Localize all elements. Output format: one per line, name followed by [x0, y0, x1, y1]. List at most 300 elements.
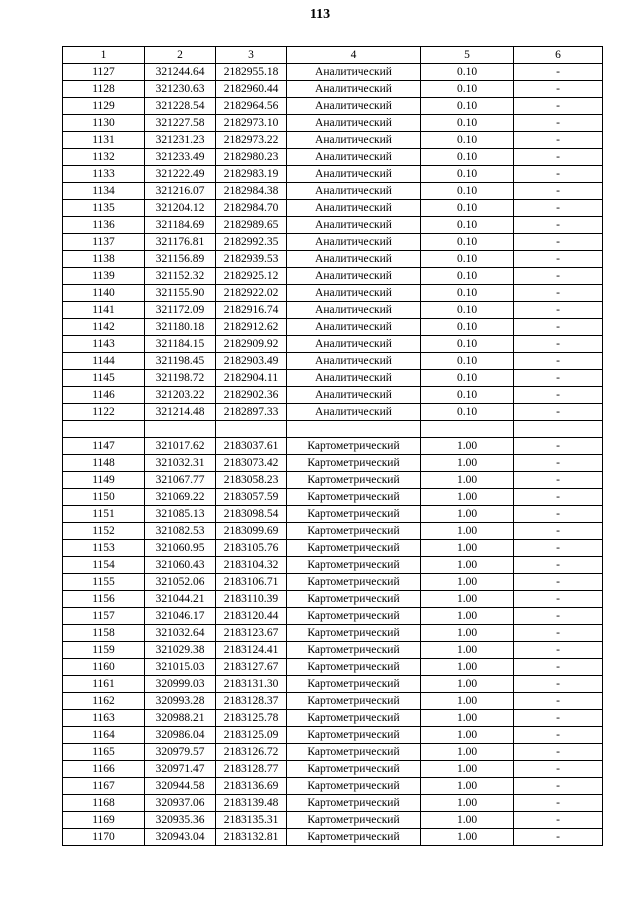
table-cell: Картометрический: [287, 438, 421, 455]
table-cell: 2182973.10: [216, 115, 287, 132]
table-row: [63, 591, 603, 608]
table-cell: 1149: [63, 472, 145, 489]
table-cell: 0.10: [421, 319, 514, 336]
table-cell: Аналитический: [287, 81, 421, 98]
table-cell: Картометрический: [287, 523, 421, 540]
table-cell: 2183098.54: [216, 506, 287, 523]
table-cell: 1131: [63, 132, 145, 149]
table-cell: 1133: [63, 166, 145, 183]
table-cell: 1156: [63, 591, 145, 608]
table-cell: 1169: [63, 812, 145, 829]
table-cell: 321204.12: [145, 200, 216, 217]
table-cell: Аналитический: [287, 217, 421, 234]
column-header: 1: [63, 47, 145, 64]
table-cell: 2182925.12: [216, 268, 287, 285]
table-cell: 1.00: [421, 710, 514, 727]
table-cell: 1.00: [421, 438, 514, 455]
table-cell: 2183124.41: [216, 642, 287, 659]
table-cell: -: [514, 251, 603, 268]
table-cell: 320935.36: [145, 812, 216, 829]
table-cell: 1139: [63, 268, 145, 285]
table-cell: -: [514, 727, 603, 744]
table-cell: -: [514, 81, 603, 98]
column-header: 4: [287, 47, 421, 64]
table-cell: -: [514, 710, 603, 727]
table-cell: 320993.28: [145, 693, 216, 710]
table-cell: 321227.58: [145, 115, 216, 132]
table-cell: 321214.48: [145, 404, 216, 421]
table-cell: Аналитический: [287, 353, 421, 370]
table-cell: 2183037.61: [216, 438, 287, 455]
table-cell: 1142: [63, 319, 145, 336]
table-cell: -: [514, 387, 603, 404]
table-cell: Картометрический: [287, 455, 421, 472]
table-cell: -: [514, 183, 603, 200]
table-cell: 0.10: [421, 183, 514, 200]
table-cell: 2183131.30: [216, 676, 287, 693]
column-header: 3: [216, 47, 287, 64]
table-row: [63, 693, 603, 710]
table-cell: 1164: [63, 727, 145, 744]
table-cell: -: [514, 149, 603, 166]
table-row: [63, 744, 603, 761]
table-cell: 321176.81: [145, 234, 216, 251]
table-cell: -: [514, 812, 603, 829]
table-cell: 321052.06: [145, 574, 216, 591]
table-cell: Аналитический: [287, 98, 421, 115]
table-row: [63, 489, 603, 506]
table-cell: 1150: [63, 489, 145, 506]
table-cell: [421, 421, 514, 438]
table-cell: 2182903.49: [216, 353, 287, 370]
table-cell: 321228.54: [145, 98, 216, 115]
table-cell: 1134: [63, 183, 145, 200]
table-cell: -: [514, 336, 603, 353]
table-cell: 1.00: [421, 761, 514, 778]
table-cell: Аналитический: [287, 404, 421, 421]
table-cell: 321198.45: [145, 353, 216, 370]
table-cell: 1.00: [421, 659, 514, 676]
table-cell: 1.00: [421, 625, 514, 642]
table-cell: -: [514, 693, 603, 710]
table-cell: 1.00: [421, 540, 514, 557]
table-cell: -: [514, 574, 603, 591]
table-cell: 2182955.18: [216, 64, 287, 81]
table-cell: Картометрический: [287, 778, 421, 795]
table-cell: 1143: [63, 336, 145, 353]
table-row: [63, 676, 603, 693]
table-cell: 2183073.42: [216, 455, 287, 472]
table-cell: 1.00: [421, 523, 514, 540]
table-cell: 2183105.76: [216, 540, 287, 557]
table-cell: 321082.53: [145, 523, 216, 540]
table-cell: 2182992.35: [216, 234, 287, 251]
table-cell: 321067.77: [145, 472, 216, 489]
table-cell: -: [514, 404, 603, 421]
table-row: [63, 540, 603, 557]
table-cell: -: [514, 744, 603, 761]
table-cell: Аналитический: [287, 183, 421, 200]
table-row: [63, 523, 603, 540]
table-cell: Аналитический: [287, 370, 421, 387]
table-cell: 320979.57: [145, 744, 216, 761]
table-cell: 321244.64: [145, 64, 216, 81]
table-cell: 321156.89: [145, 251, 216, 268]
table-cell: 1127: [63, 64, 145, 81]
table-cell: Картометрический: [287, 693, 421, 710]
table-cell: 1144: [63, 353, 145, 370]
table-cell: 321032.31: [145, 455, 216, 472]
table-row: [63, 574, 603, 591]
table-cell: 2183099.69: [216, 523, 287, 540]
table-cell: 2182904.11: [216, 370, 287, 387]
table-row: [63, 268, 603, 285]
table-cell: 321184.69: [145, 217, 216, 234]
table-cell: 0.10: [421, 336, 514, 353]
table-cell: Аналитический: [287, 268, 421, 285]
column-header: 5: [421, 47, 514, 64]
table-spacer-row: [63, 421, 603, 438]
table-cell: -: [514, 302, 603, 319]
table-cell: -: [514, 285, 603, 302]
table-cell: -: [514, 761, 603, 778]
table-cell: 2183126.72: [216, 744, 287, 761]
table-row: [63, 404, 603, 421]
table-cell: Аналитический: [287, 251, 421, 268]
table-cell: 0.10: [421, 370, 514, 387]
table-cell: Картометрический: [287, 557, 421, 574]
table-row: [63, 761, 603, 778]
table-cell: 321180.18: [145, 319, 216, 336]
table-cell: Аналитический: [287, 64, 421, 81]
table-cell: -: [514, 472, 603, 489]
table-cell: 0.10: [421, 302, 514, 319]
table-cell: 321032.64: [145, 625, 216, 642]
table-row: [63, 166, 603, 183]
table-cell: 1.00: [421, 795, 514, 812]
table-cell: 2183125.09: [216, 727, 287, 744]
table-cell: -: [514, 217, 603, 234]
table-cell: Картометрический: [287, 625, 421, 642]
table-cell: 1148: [63, 455, 145, 472]
table-cell: [287, 421, 421, 438]
table-cell: 2183125.78: [216, 710, 287, 727]
table-cell: Аналитический: [287, 234, 421, 251]
table-cell: 0.10: [421, 285, 514, 302]
table-row: [63, 149, 603, 166]
table-cell: -: [514, 132, 603, 149]
table-cell: 0.10: [421, 81, 514, 98]
table-row: [63, 217, 603, 234]
table-cell: 1160: [63, 659, 145, 676]
table-cell: 321015.03: [145, 659, 216, 676]
table-cell: -: [514, 659, 603, 676]
table-row: [63, 64, 603, 81]
table-row: [63, 608, 603, 625]
table-cell: 1141: [63, 302, 145, 319]
table-cell: 2182984.38: [216, 183, 287, 200]
table-cell: 0.10: [421, 166, 514, 183]
table-cell: 0.10: [421, 98, 514, 115]
table-row: [63, 98, 603, 115]
table-cell: 321184.15: [145, 336, 216, 353]
table-cell: 2182912.62: [216, 319, 287, 336]
table-cell: 0.10: [421, 149, 514, 166]
table-cell: 2183104.32: [216, 557, 287, 574]
table-cell: 1.00: [421, 727, 514, 744]
table-cell: 1145: [63, 370, 145, 387]
table-cell: 321155.90: [145, 285, 216, 302]
table-cell: 2183135.31: [216, 812, 287, 829]
table-cell: 1138: [63, 251, 145, 268]
table-cell: Аналитический: [287, 115, 421, 132]
table-cell: 1153: [63, 540, 145, 557]
page-number: 113: [309, 7, 331, 22]
table-cell: 321060.95: [145, 540, 216, 557]
table-cell: 320971.47: [145, 761, 216, 778]
table-cell: 0.10: [421, 268, 514, 285]
table-cell: 2183128.37: [216, 693, 287, 710]
table-cell: 321044.21: [145, 591, 216, 608]
table-cell: 1166: [63, 761, 145, 778]
table-cell: 1130: [63, 115, 145, 132]
table-cell: 1.00: [421, 574, 514, 591]
table-cell: 1136: [63, 217, 145, 234]
table-row: [63, 370, 603, 387]
table-cell: Аналитический: [287, 302, 421, 319]
table-cell: 2182916.74: [216, 302, 287, 319]
table-row: [63, 557, 603, 574]
table-cell: -: [514, 455, 603, 472]
table-row: [63, 438, 603, 455]
table-cell: 0.10: [421, 404, 514, 421]
table-row: [63, 710, 603, 727]
table-cell: 1.00: [421, 506, 514, 523]
table-cell: 2183110.39: [216, 591, 287, 608]
table-cell: -: [514, 200, 603, 217]
table-cell: Картометрический: [287, 659, 421, 676]
table-cell: -: [514, 115, 603, 132]
table-cell: 321198.72: [145, 370, 216, 387]
table-cell: -: [514, 268, 603, 285]
table-cell: Аналитический: [287, 149, 421, 166]
table-cell: 321222.49: [145, 166, 216, 183]
table-cell: Картометрический: [287, 829, 421, 846]
table-cell: 321085.13: [145, 506, 216, 523]
table-cell: 1167: [63, 778, 145, 795]
table-cell: 321233.49: [145, 149, 216, 166]
table-cell: 321172.09: [145, 302, 216, 319]
table-cell: 2183120.44: [216, 608, 287, 625]
table-cell: Аналитический: [287, 336, 421, 353]
table-cell: [514, 421, 603, 438]
table-cell: 2183136.69: [216, 778, 287, 795]
table-row: [63, 642, 603, 659]
table-cell: 320986.04: [145, 727, 216, 744]
table-cell: 1.00: [421, 489, 514, 506]
table-cell: 0.10: [421, 387, 514, 404]
table-row: [63, 829, 603, 846]
table-cell: Картометрический: [287, 710, 421, 727]
table-cell: 2183057.59: [216, 489, 287, 506]
table-cell: 2183128.77: [216, 761, 287, 778]
table-cell: 1.00: [421, 693, 514, 710]
table-row: [63, 115, 603, 132]
table-cell: 320937.06: [145, 795, 216, 812]
table-cell: [216, 421, 287, 438]
table-cell: -: [514, 98, 603, 115]
table-cell: Картометрический: [287, 744, 421, 761]
table-cell: 321046.17: [145, 608, 216, 625]
table-row: [63, 659, 603, 676]
table-cell: 1152: [63, 523, 145, 540]
table-cell: 2183106.71: [216, 574, 287, 591]
table-cell: 1.00: [421, 591, 514, 608]
table-cell: 1159: [63, 642, 145, 659]
table-cell: 1137: [63, 234, 145, 251]
table-cell: 1135: [63, 200, 145, 217]
table-row: [63, 353, 603, 370]
table-cell: -: [514, 506, 603, 523]
table-row: [63, 472, 603, 489]
table-cell: Картометрический: [287, 574, 421, 591]
table-cell: 2182960.44: [216, 81, 287, 98]
table-cell: -: [514, 625, 603, 642]
table-cell: 2182964.56: [216, 98, 287, 115]
table-cell: 321152.32: [145, 268, 216, 285]
table-cell: 1129: [63, 98, 145, 115]
table-cell: -: [514, 64, 603, 81]
table-cell: 0.10: [421, 115, 514, 132]
table-cell: [63, 421, 145, 438]
table-cell: -: [514, 319, 603, 336]
table-cell: -: [514, 608, 603, 625]
table-cell: 2182984.70: [216, 200, 287, 217]
table-cell: 1161: [63, 676, 145, 693]
table-cell: 320944.58: [145, 778, 216, 795]
table-cell: Картометрический: [287, 506, 421, 523]
table-cell: 2182973.22: [216, 132, 287, 149]
table-cell: 1165: [63, 744, 145, 761]
table-cell: -: [514, 829, 603, 846]
table-cell: 321230.63: [145, 81, 216, 98]
table-cell: 0.10: [421, 353, 514, 370]
table-cell: 1170: [63, 829, 145, 846]
table-cell: 1.00: [421, 829, 514, 846]
table-cell: 1163: [63, 710, 145, 727]
table-cell: -: [514, 557, 603, 574]
table-cell: 0.10: [421, 132, 514, 149]
table-cell: 1128: [63, 81, 145, 98]
table-cell: 320943.04: [145, 829, 216, 846]
table-cell: 1.00: [421, 455, 514, 472]
table-cell: 321017.62: [145, 438, 216, 455]
table-row: [63, 183, 603, 200]
table-cell: Аналитический: [287, 319, 421, 336]
table-row: [63, 778, 603, 795]
table-cell: -: [514, 591, 603, 608]
table-row: [63, 132, 603, 149]
table-cell: 1155: [63, 574, 145, 591]
table-cell: 321029.38: [145, 642, 216, 659]
table-cell: 1.00: [421, 557, 514, 574]
table-cell: 0.10: [421, 200, 514, 217]
table-cell: Картометрический: [287, 812, 421, 829]
table-cell: 321060.43: [145, 557, 216, 574]
table-cell: 2182983.19: [216, 166, 287, 183]
table-row: [63, 727, 603, 744]
table-cell: 1132: [63, 149, 145, 166]
table-cell: -: [514, 489, 603, 506]
table-cell: Картометрический: [287, 540, 421, 557]
table-row: [63, 336, 603, 353]
table-cell: Картометрический: [287, 676, 421, 693]
table-cell: Аналитический: [287, 132, 421, 149]
table-row: [63, 251, 603, 268]
table-cell: 321216.07: [145, 183, 216, 200]
table-cell: 0.10: [421, 64, 514, 81]
table-cell: 2183127.67: [216, 659, 287, 676]
table-cell: -: [514, 642, 603, 659]
table-row: [63, 234, 603, 251]
table-cell: Аналитический: [287, 166, 421, 183]
table-cell: 320999.03: [145, 676, 216, 693]
table-cell: 0.10: [421, 251, 514, 268]
table-cell: -: [514, 523, 603, 540]
table-cell: 2183123.67: [216, 625, 287, 642]
table-cell: 1151: [63, 506, 145, 523]
table-cell: 1162: [63, 693, 145, 710]
coordinates-table: [62, 46, 603, 846]
table-cell: Картометрический: [287, 761, 421, 778]
table-cell: -: [514, 795, 603, 812]
table-cell: -: [514, 438, 603, 455]
table-cell: Картометрический: [287, 795, 421, 812]
table-cell: Картометрический: [287, 642, 421, 659]
table-cell: 1.00: [421, 472, 514, 489]
table-cell: 1146: [63, 387, 145, 404]
table-cell: Аналитический: [287, 387, 421, 404]
table-cell: 2183058.23: [216, 472, 287, 489]
table-row: [63, 387, 603, 404]
table-row: [63, 200, 603, 217]
table-cell: -: [514, 353, 603, 370]
table-cell: 320988.21: [145, 710, 216, 727]
table-row: [63, 319, 603, 336]
table-row: [63, 625, 603, 642]
table-cell: -: [514, 540, 603, 557]
table-cell: 2182902.36: [216, 387, 287, 404]
table-cell: 2182922.02: [216, 285, 287, 302]
table-cell: 1158: [63, 625, 145, 642]
table-cell: 1140: [63, 285, 145, 302]
column-header: 2: [145, 47, 216, 64]
table-row: [63, 506, 603, 523]
column-header: 6: [514, 47, 603, 64]
table-cell: [145, 421, 216, 438]
table-cell: 2182897.33: [216, 404, 287, 421]
table-cell: 1.00: [421, 676, 514, 693]
table-cell: 321203.22: [145, 387, 216, 404]
table-cell: -: [514, 166, 603, 183]
table-cell: 321069.22: [145, 489, 216, 506]
table-cell: 1147: [63, 438, 145, 455]
table-cell: 1154: [63, 557, 145, 574]
table-cell: 0.10: [421, 234, 514, 251]
table-cell: Картометрический: [287, 489, 421, 506]
table-cell: 2182909.92: [216, 336, 287, 353]
table-cell: 321231.23: [145, 132, 216, 149]
